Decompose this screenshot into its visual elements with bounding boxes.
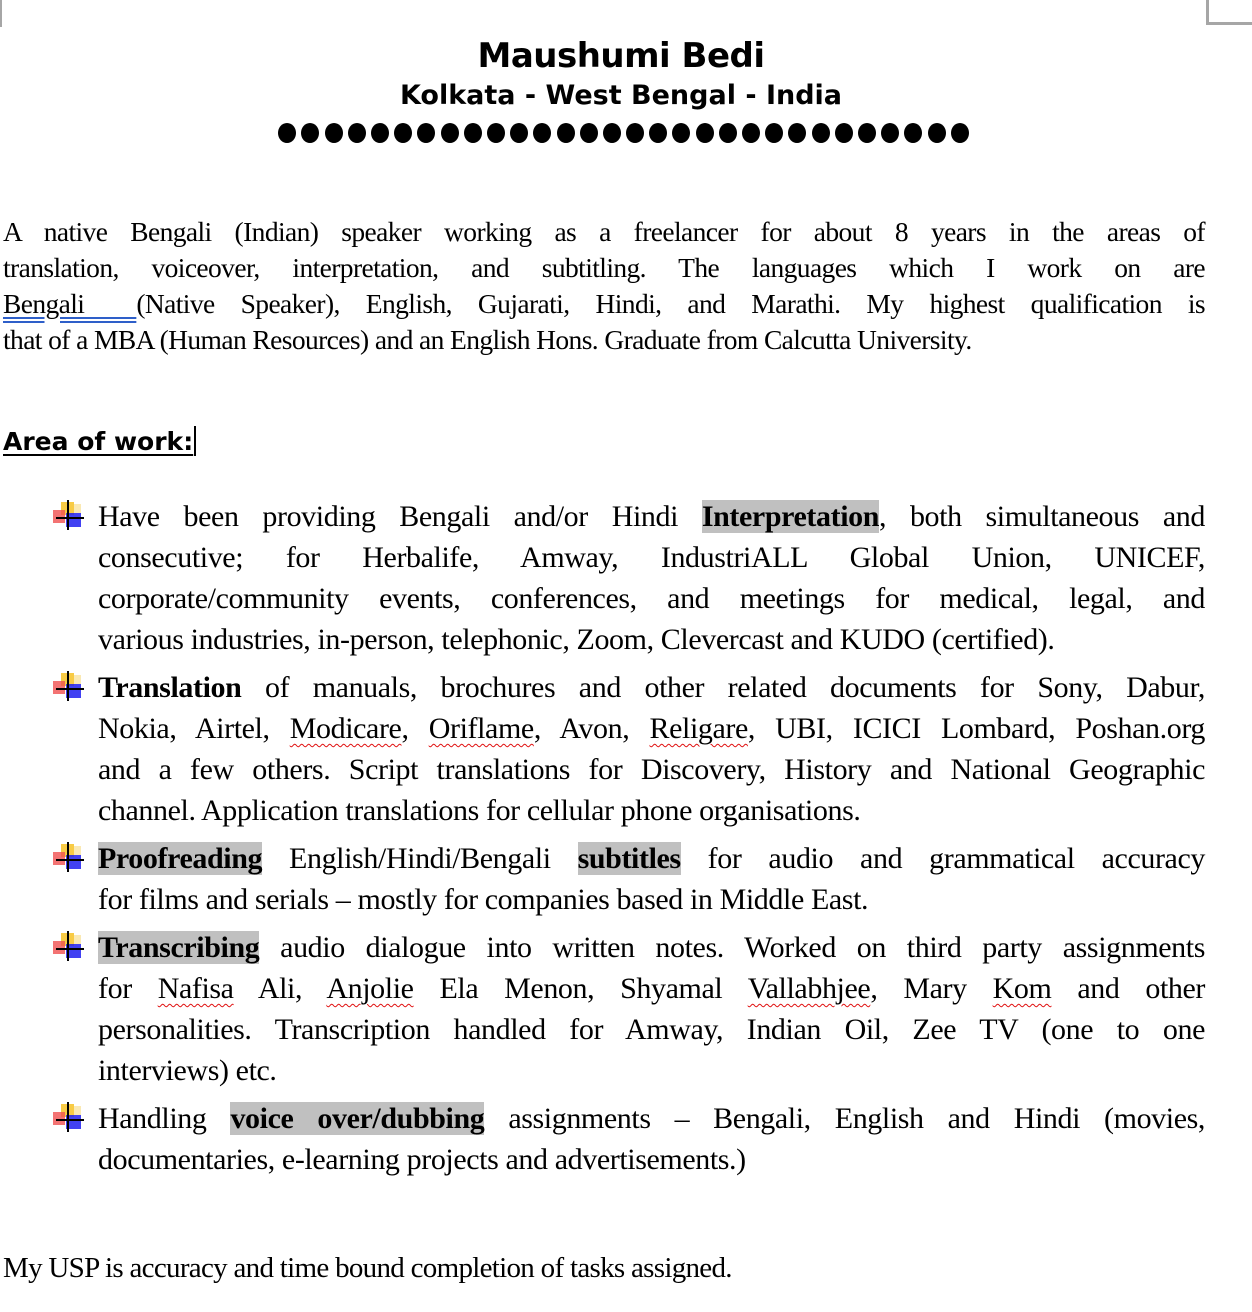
list-item-voice-over[interactable]: Handling voice over/dubbing assignments – Bengali, English and Hindi (movies, documentaries, e-learning projects and advertisements.) [0,1098,1205,1180]
divider-dot [951,123,969,143]
divider-dot [441,123,459,143]
highlighted-term: Transcribing [98,931,260,964]
divider-dot [765,123,783,143]
divider-dot [533,123,551,143]
divider-dot [881,123,899,143]
candidate-location: Kolkata - West Bengal - India [399,80,843,111]
divider-dot [788,123,806,143]
spellcheck-flagged-word[interactable]: Nafisa [157,972,234,1005]
highlighted-term: Interpretation [701,500,880,533]
divider-dot [742,123,760,143]
spellcheck-flagged-word[interactable]: Oriflame [428,712,534,745]
divider-dot [858,123,876,143]
divider-dot [417,123,435,143]
area-of-work-list [0,496,1252,1187]
divider-dot [301,123,319,143]
dotted-divider [0,123,1252,143]
list-item-transcribing[interactable]: Transcribing audio dialogue into written notes. Worked on third party assignments for Nafisa Ali, Anjolie Ela Menon, Shyamal Vallabhjee, Mary Kom and other personalities. Transcription handled for Amway, Indian Oil, Zee TV (one to one interviews) etc. [0,927,1205,1091]
usp-statement[interactable]: My USP is accuracy and time bound completion of tasks assigned. [3,1252,732,1284]
area-of-work-heading: Area of work: [3,424,196,460]
divider-dot [487,123,505,143]
divider-dot [835,123,853,143]
spellcheck-flagged-word[interactable]: Anjolie [326,972,414,1005]
intro-line: A native Bengali (Indian) speaker working as a freelancer for about 8 years in the areas of [3,216,1205,247]
divider-dot [603,123,621,143]
spellcheck-flagged-word[interactable]: Kom [992,972,1052,1005]
intro-line: that of a MBA (Human Resources) and an English Hons. Graduate from Calcutta University. [3,324,972,355]
quad-cross-bullet-icon [50,500,86,530]
divider-dot [904,123,922,143]
divider-dot [928,123,946,143]
page-corner-mark-left [0,0,2,27]
spellcheck-flagged-word[interactable]: Vallabhjee [747,972,871,1005]
divider-dot [557,123,575,143]
divider-dot [696,123,714,143]
divider-dot [626,123,644,143]
highlighted-term: voice over/dubbing [230,1102,485,1135]
divider-dot [464,123,482,143]
intro-line: translation, voiceover, interpretation, and subtitling. The languages which I work on are [3,252,1205,283]
quad-cross-bullet-icon [50,931,86,961]
list-item-translation[interactable]: Translation of manuals, brochures and other related documents for Sony, Dabur, Nokia, Airtel, Modicare, Oriflame, Avon, Religare, UBI, ICICI Lombard, Poshan.org and a few others. Script translations for Discovery, History and National Geographic channel. Application translations for cellular phone organisations. [0,667,1205,831]
bold-term: Translation [98,671,242,704]
quad-cross-bullet-icon [50,842,86,872]
divider-dot [348,123,366,143]
grammar-flagged-word[interactable]: Bengali [3,288,137,319]
text-cursor [194,426,196,456]
intro-line: Bengali (Native Speaker), English, Gujarati, Hindi, and Marathi. My highest qualification is [3,288,1205,319]
divider-dot [325,123,343,143]
divider-dot [719,123,737,143]
highlighted-term: subtitles [577,842,681,875]
list-item-interpretation[interactable]: Have been providing Bengali and/or Hindi Interpretation, both simultaneous and consecutive; for Herbalife, Amway, IndustriALL Global Union, UNICEF, corporate/community events, conferences, and meetings for medical, legal, and various industries, in-person, telephonic, Zoom, Clevercast and KUDO (certified). [0,496,1205,660]
divider-dot [510,123,528,143]
divider-dot [394,123,412,143]
spellcheck-flagged-word[interactable]: Modicare [289,712,402,745]
highlighted-term: Proofreading [98,842,263,875]
spellcheck-flagged-word[interactable]: Religare [649,712,748,745]
divider-dot [278,123,296,143]
divider-dot [649,123,667,143]
page-corner-mark-right [1206,0,1252,25]
candidate-name: Maushumi Bedi [477,36,765,76]
quad-cross-bullet-icon [50,1102,86,1132]
list-item-proofreading[interactable]: Proofreading English/Hindi/Bengali subtitles for audio and grammatical accuracy for films and serials – mostly for companies based in Middle East. [0,838,1205,920]
resume-header [0,34,1252,143]
quad-cross-bullet-icon [50,671,86,701]
intro-paragraph[interactable] [3,214,1205,358]
divider-dot [812,123,830,143]
divider-dot [580,123,598,143]
divider-dot [371,123,389,143]
divider-dot [672,123,690,143]
